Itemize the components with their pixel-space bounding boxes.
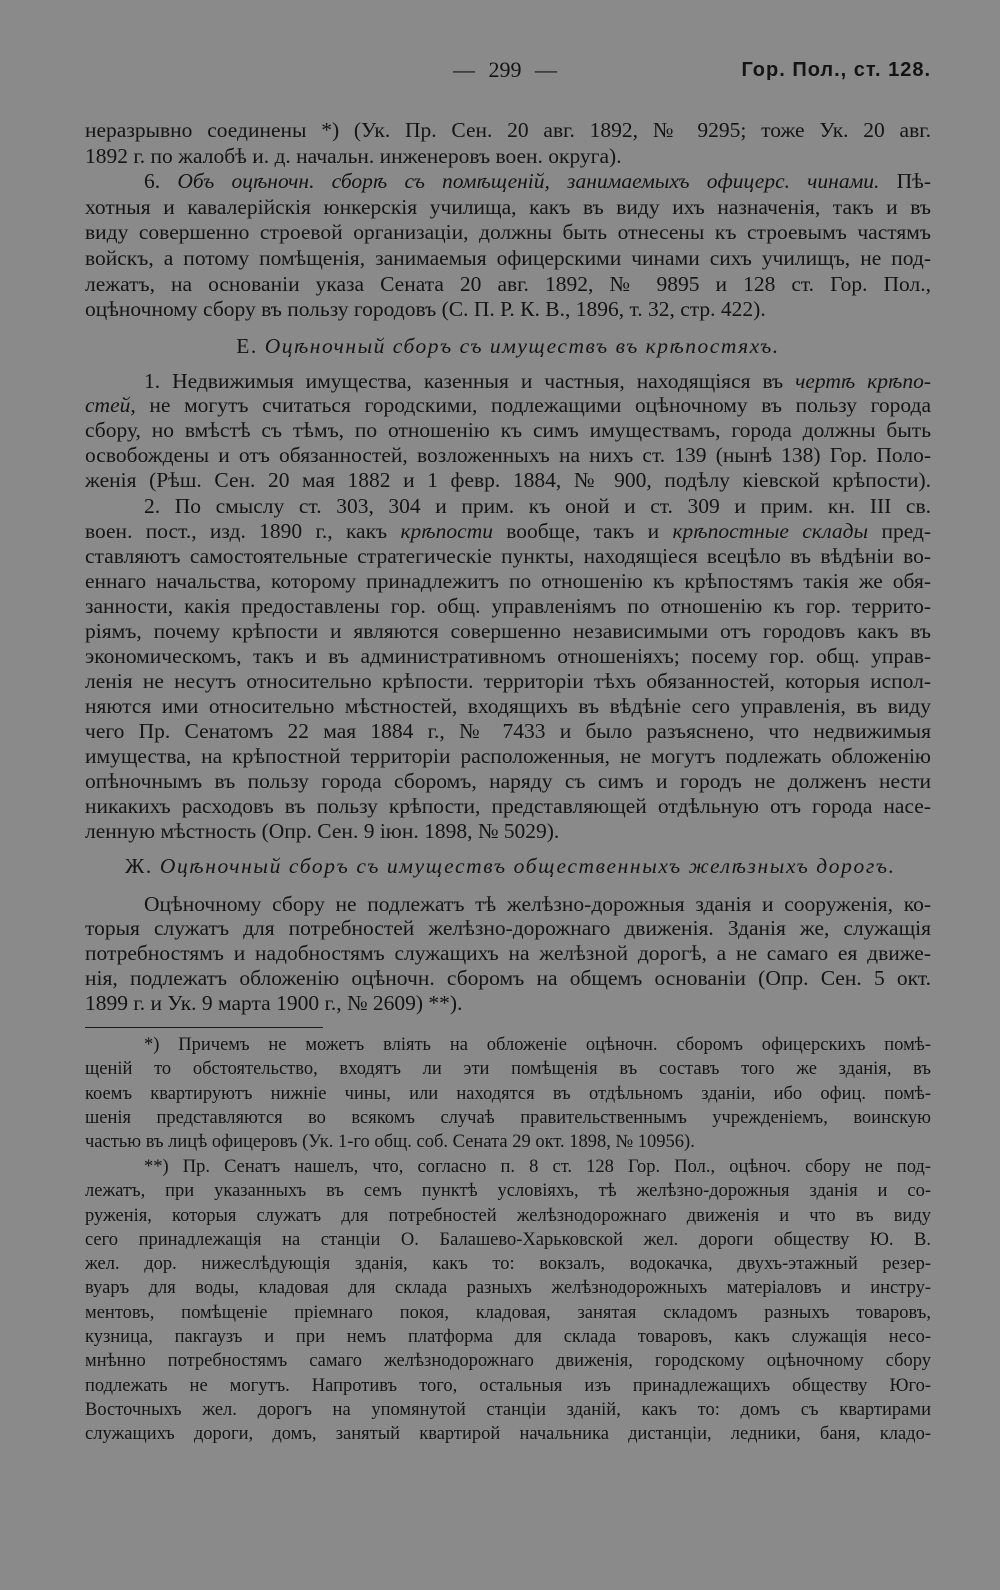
paragraph-line: оцѣночному сбору въ пользу городовъ (С. П. Р. К. В., 1896, т. 32, стр. 422). [85,297,766,322]
paragraph-line: потребностямъ и надобностямъ служащихъ на желѣзной дорогѣ, а не самаго ея движе- [85,941,931,966]
section-letter: Ж. [125,854,153,878]
text-segment: пред- [881,518,932,543]
footnote-line: сего принадлежащія на станціи О. Балашево-Харьковской жел. дороги обществу Ю. В. [85,1229,931,1250]
text-segment: воен. пост., изд. 1890 г., какъ [85,518,388,543]
paragraph-line: неразрывно соединены *) (Ук. Пр. Сен. 20 авг. 1892, № 9295; тоже Ук. 20 авг. [85,118,931,142]
emphasis-text: крѣпости [400,518,493,543]
footnote-line: ментовъ, помѣщеніе пріемнаго покоя, кладовая, занятая складомъ разныхъ товаровъ, [85,1302,931,1323]
text-segment: Пр. Сенатъ нашелъ, что, согласно п. 8 ст. 128 Гор. Пол., оцѣноч. сбору не под- [182,1157,931,1177]
footnote-line: руженія, которыя служатъ для потребностей желѣзнодорожнаго движенія и что въ виду [85,1205,931,1226]
paragraph-line: торыя служатъ для потребностей желѣзно-дорожнаго движенія. Зданія же, служащія [85,916,931,941]
footnote-line: подлежать не могутъ. Напротивъ того, остальныя изъ принадлежащихъ обществу Юго- [85,1375,931,1396]
page-number: — 299 — [453,57,557,82]
paragraph-line: ленную мѣстность (Опр. Сен. 9 іюн. 1898, № 5029). [85,818,560,843]
footnote-line [85,1155,931,1179]
emphasis-text: крѣпостные склады [672,518,869,543]
item-number: 1. [144,368,161,393]
section-title: Оцѣночный сборъ съ имуществъ въ крѣпостяхъ. [264,334,780,358]
paragraph-line: няются ими относительно мѣстностей, входящихъ въ вѣдѣніе сего управленія, въ виду [85,693,931,718]
paragraph-line: 1892 г. по жалобѣ и. д. начальн. инженеровъ воен. округа). [85,143,622,168]
paragraph-line [85,393,931,418]
paragraph-line: войскъ, а потому помѣщенія, занимаемыя офицерскими чинами сихъ училищъ, не под- [85,245,931,270]
paragraph-line: опѣночнымъ въ пользу города сборомъ, наряду съ симъ и городъ не долженъ нести [85,768,931,793]
footnote-line: Восточныхъ жел. дорогъ на упомянутой станціи зданій, какъ то: домъ съ квартирами [85,1399,931,1420]
emphasis-text: чертѣ крѣпо- [795,368,931,393]
paragraph-line: виду совершенно строевой организаціи, должны быть отнесены къ строевымъ частямъ [85,220,931,245]
footnote-line: частью въ лицѣ офицеровъ (Ук. 1-го общ. соб. Сената 29 окт. 1898, № 10956). [85,1132,695,1152]
item-number: 2. [144,493,161,518]
paragraph-line: чего Пр. Сенатомъ 22 мая 1884 г., № 7433 и было разъяснено, что недвижимыя [85,718,931,743]
item-title: Объ оцѣночн. сборѣ съ помѣщеній, занимаемыхъ офицерс. чинами. [177,169,880,194]
section-letter: Е. [236,334,258,358]
item-number: 6. [144,169,161,194]
paragraph-line: занности, какія предоставлены гор. общ. управленіямъ по отношенію къ гор. террито- [85,593,931,618]
paragraph-line: еннаго начальства, которому принадлежитъ по отношенію къ крѣпостямъ такія же обя- [85,568,931,593]
section-heading-zh [85,853,931,879]
paragraph-item-2 [85,494,931,844]
footnote-line: служащихъ дороги, домъ, занятый квартирой начальника дистанціи, ледники, баня, кладо- [85,1424,931,1445]
paragraph-line: никакихъ расходовъ въ пользу крѣпости, представляющей отдѣльную отъ города насе- [85,793,931,818]
text-segment: вообще, такъ и [506,518,660,543]
footnote-2 [85,1155,931,1447]
text-segment: По смыслу ст. 303, 304 и прим. къ оной и ст. 309 и прим. кн. III св. [174,493,931,518]
paragraph-line: имущества, на крѣпостной территоріи расположенныя, не могутъ подлежать обложенію [85,743,931,768]
text-segment: Недвижимыя имущества, казенныя и частныя, находящіяся въ [172,368,784,393]
paragraph-line: ріямъ, почему крѣпости и являются совершенно независимыми отъ городовъ какъ въ [85,618,931,643]
paragraph-line: женія (Рѣш. Сен. 20 мая 1882 и 1 февр. 1884, № 900, подѣлу кіевской крѣпости). [85,467,931,492]
paragraph-line: сбору, но вмѣстѣ съ тѣмъ, по отношенію къ симъ имуществамъ, города должны быть [85,418,931,443]
paragraph-line: нія, подлежатъ обложенію оцѣночн. сборомъ на общемъ основаніи (Опр. Сен. 5 окт. [85,965,931,990]
footnote-line: шенія представляются во всякомъ случаѣ правительственнымъ учрежденіемъ, воинскую [85,1107,931,1128]
footnote-line: кузница, пакгаузъ и при немъ платформа для склада товаровъ, какъ служащія несо- [85,1327,931,1348]
footnote-separator [85,1027,323,1028]
footnote-line: вуаръ для воды, кладовая для склада разныхъ желѣзнодорожныхъ матеріаловъ и инстру- [85,1278,931,1299]
paragraph-line: хотныя и кавалерійскія юнкерскія училища, какъ въ виду ихъ назначенія, такъ и въ [85,194,931,219]
text-segment: Причемъ не можетъ вліять на обложеніе оцѣночн. сборомъ офицерскихъ помѣ- [178,1035,931,1055]
footnote-line: лежатъ, при указанныхъ въ семъ пунктѣ условіяхъ, тѣ желѣзно-дорожныя зданія и со- [85,1181,931,1202]
paragraph-line: ставляютъ самостоятельные стратегическіе пункты, находящіеся всецѣло въ вѣдѣніи во- [85,543,931,568]
paragraph-item-1 [85,369,931,493]
text-segment: Пѣ- [896,169,931,194]
paragraph-line [85,494,931,519]
footnote-marker: **) [144,1157,169,1177]
section-d-text [85,118,931,323]
paragraph-line: Оцѣночному сбору не подлежатъ тѣ желѣзно-дорожныя зданія и сооруженія, ко- [144,891,931,916]
paragraph-line [85,169,931,195]
paragraph-line: экономическомъ, такъ и въ административномъ отношеніяхъ; посему гор. общ. управ- [85,643,931,668]
footnote-line: коемъ квартируютъ нижніе чины, или находятся въ отдѣльномъ зданіи, ибо офиц. помѣ- [85,1083,931,1104]
paragraph-line: лежатъ, на основаніи указа Сената 20 авг. 1892, № 9895 и 128 ст. Гор. Пол., [85,271,931,296]
paragraph-line: освобождены и отъ обязанностей, возложенныхъ на нихъ ст. 139 (нынѣ 138) Гор. Поло- [85,442,931,467]
emphasis-text: стей, [85,393,136,418]
section-heading-e [85,333,931,359]
footnote-1 [85,1033,931,1154]
footnote-line: жел. дор. нижеслѣдующія зданія, какъ то: вокзалъ, водокачка, двухъ-этажный резер- [85,1254,931,1275]
footnote-line: мнѣнно потребностямъ самаго желѣзнодорожнаго движенія, городскому оцѣночному сбору [85,1351,931,1372]
footnote-line [85,1033,931,1057]
running-title: Гор. Пол., ст. 128. [741,59,931,81]
section-title: Оцѣночный сборъ съ имуществъ общественныхъ желѣзныхъ дорогъ. [159,854,896,878]
text-segment: не могутъ считаться городскими, подлежащими оцѣночному въ пользу города [149,393,932,418]
paragraph-line [85,369,931,394]
footnote-marker: *) [144,1035,160,1055]
paragraph-line [85,519,931,544]
paragraph-line: 1899 г. и Ук. 9 марта 1900 г., № 2609) **). [85,990,463,1015]
paragraph-line: ленія не несутъ относительно крѣпости. территоріи тѣхъ обязанностей, которыя испол- [85,668,931,693]
paragraph-section-zh [85,892,931,1016]
footnote-line: щеній то обстоятельство, входятъ ли эти помѣщенія въ составъ того же зданія, въ [85,1059,931,1080]
